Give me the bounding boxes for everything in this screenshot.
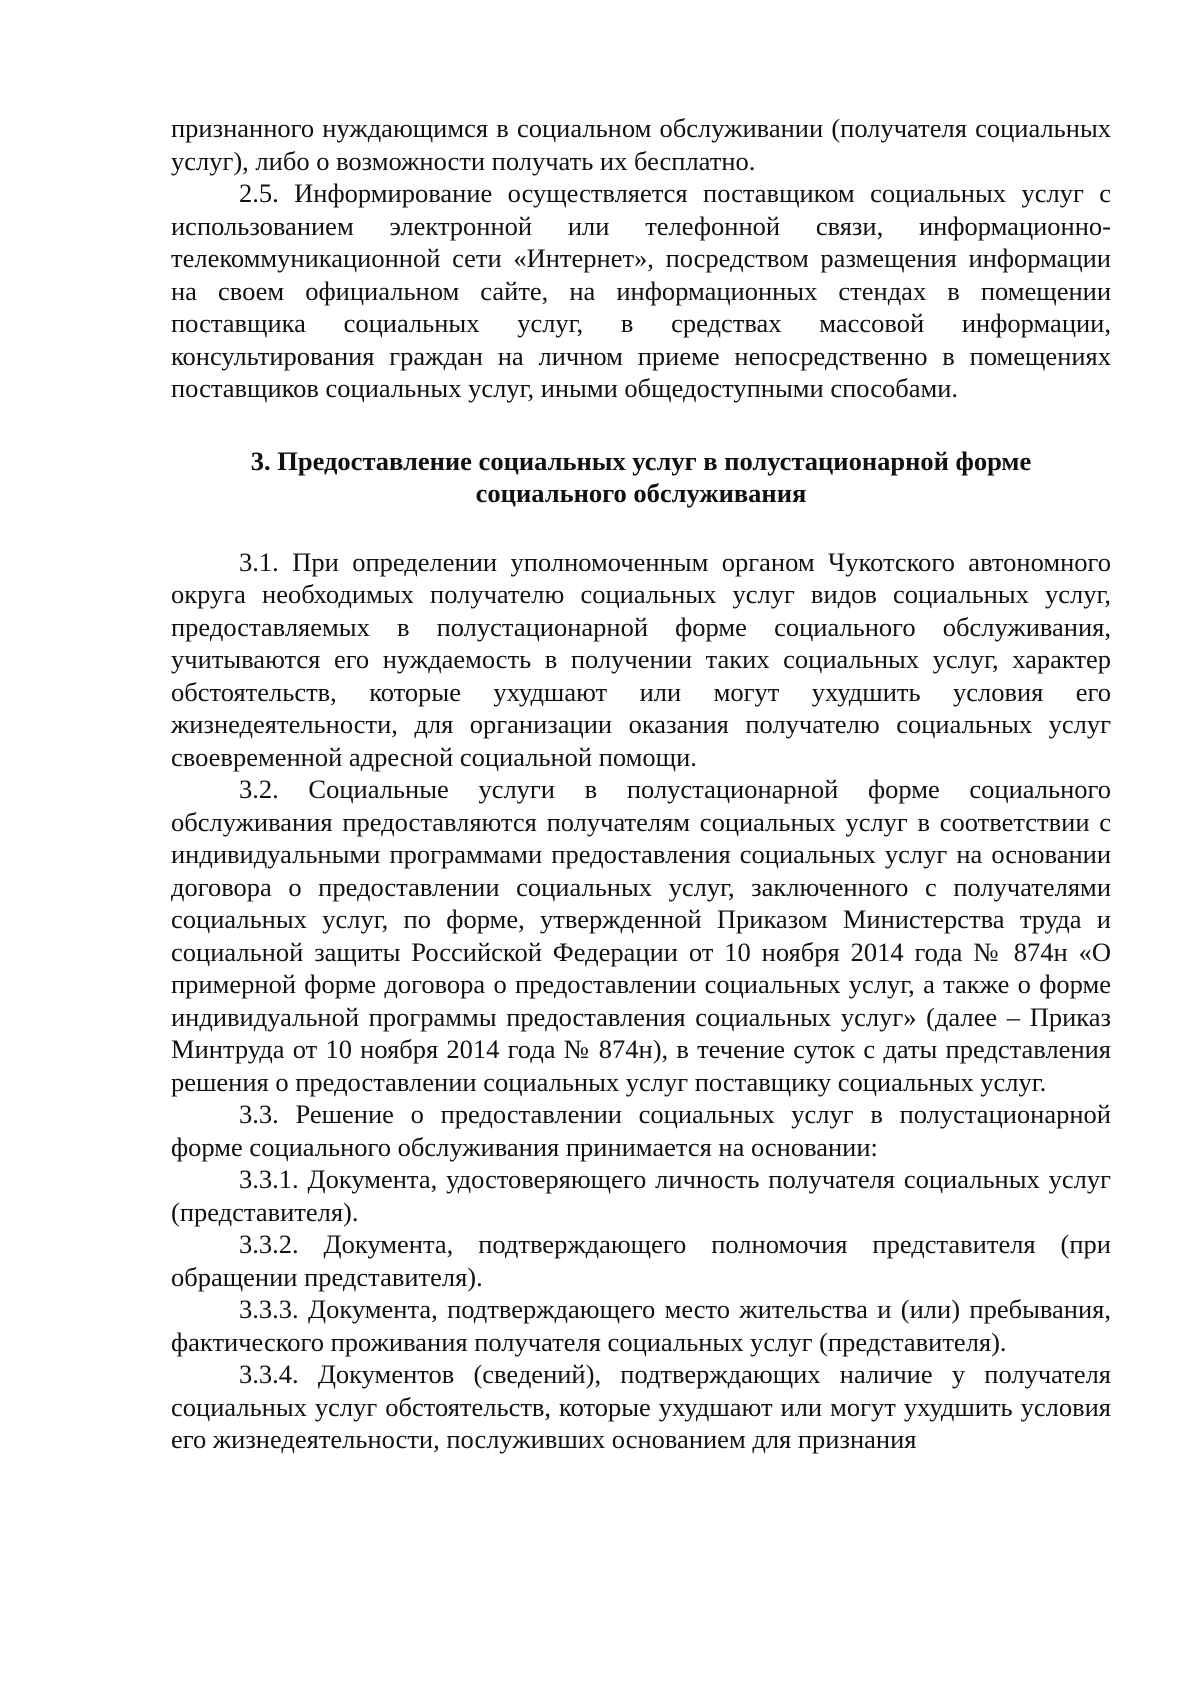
section-3-heading (171, 445, 1111, 510)
paragraph-3-3-3: 3.3.3. Документа, подтверждающего место жительства и (или) пребывания, фактического проживания получателя социальных услуг (представителя). (171, 1294, 1111, 1357)
paragraph-3-2: 3.2. Социальные услуги в полустационарной форме социального обслуживания предоставляются получателям социальных услуг в соответствии с индивидуальными программами предоставления социальных услуг на основании договора о предоставлении социальных услуг, заключенного с получателями социальных услуг, по форме, утвержденной Приказом Министерства труда и социальной защиты Российской Федерации от 10 ноября 2014 года № 874н «О примерной форме договора о предоставлении социальных услуг, а также о форме индивидуальной программы предоставления социальных услуг» (далее – Приказ Минтруда от 10 ноября 2014 года № 874н), в течение суток с даты представления решения о предоставлении социальных услуг поставщику социальных услуг. (171, 774, 1111, 1097)
paragraph-3-3-1: 3.3.1. Документа, удостоверяющего личность получателя социальных услуг (представителя). (171, 1164, 1111, 1227)
section-3-heading-line-2: социального обслуживания (475, 478, 807, 508)
section-3-heading-line-1: 3. Предоставление социальных услуг в полустационарной форме (250, 445, 1032, 476)
paragraph-2-5: 2.5. Информирование осуществляется поставщиком социальных услуг с использованием электронной или телефонной связи, информационно-телекоммуникационной сети «Интернет», посредством размещения информации на своем официальном сайте, на информационных стендах в помещении поставщика социальных услуг, в средствах массовой информации, консультирования граждан на личном приеме непосредственно в помещениях поставщиков социальных услуг, иными общедоступными способами. (171, 178, 1111, 403)
paragraph-3-3-4: 3.3.4. Документов (сведений), подтверждающих наличие у получателя социальных услуг обстоятельств, которые ухудшают или могут ухудшить условия его жизнедеятельности, послуживших основанием для признания (171, 1359, 1111, 1454)
paragraph-continuation: признанного нуждающимся в социальном обслуживании (получателя социальных услуг), либо о возможности получать их бесплатно. (171, 113, 1111, 176)
paragraph-3-3: 3.3. Решение о предоставлении социальных услуг в полустационарной форме социального обслуживания принимается на основании: (171, 1099, 1111, 1162)
document-body (171, 112, 1111, 1456)
paragraph-3-3-2: 3.3.2. Документа, подтверждающего полномочия представителя (при обращении представителя). (171, 1229, 1111, 1292)
paragraph-3-1: 3.1. При определении уполномоченным органом Чукотского автономного округа необходимых получателю социальных услуг видов социальных услуг, предоставляемых в полустационарной форме социального обслуживания, учитываются его нуждаемость в получении таких социальных услуг, характер обстоятельств, которые ухудшают или могут ухудшить условия его жизнедеятельности, для организации оказания получателю социальных услуг своевременной адресной социальной помощи. (171, 546, 1111, 772)
